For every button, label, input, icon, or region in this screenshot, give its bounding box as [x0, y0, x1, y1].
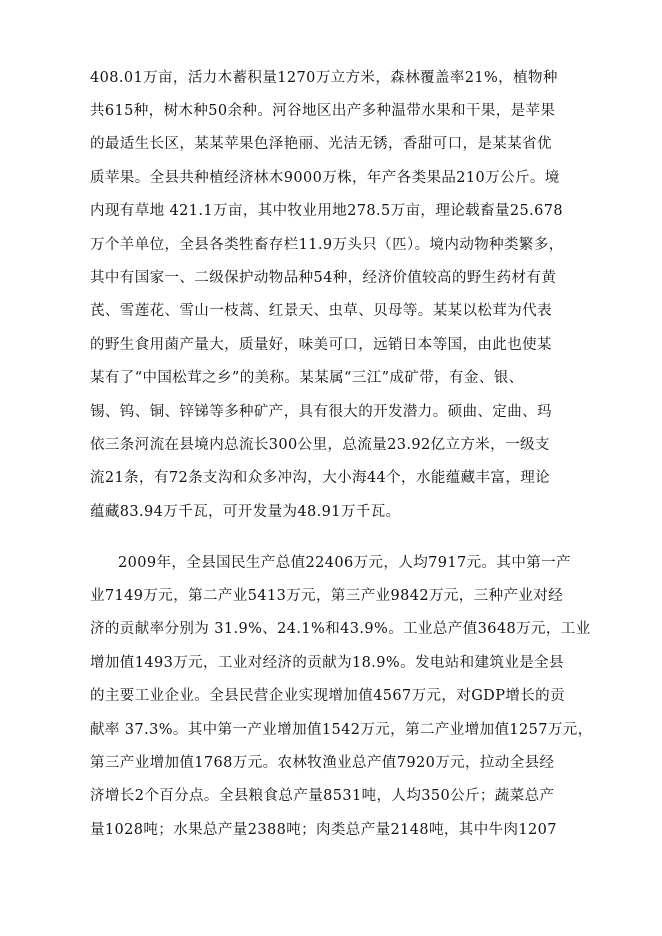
text-line: 共615种，树木种50余种。河谷地区出产多种温带水果和干果，是苹果: [90, 103, 556, 119]
text-line: 芪、雪莲花、雪山一枝蒿、红景天、虫草、贝母等。某某以松茸为代表: [90, 303, 552, 319]
text-line: 献率 37.3%。其中第一产业增加值1542万元，第二产业增加值1257万元，: [90, 722, 593, 738]
text-line: 其中有国家一、二级保护动物品种54种，经济价值较高的野生药材有黄: [90, 270, 557, 286]
text-line: 锡、钨、铜、锌锑等多种矿产，具有很大的开发潜力。硕曲、定曲、玛: [90, 404, 552, 420]
text-line: 第三产业增加值1768万元。农林牧渔业总产值7920万元，拉动全县经: [90, 755, 555, 771]
text-line: 流21条，有72条支沟和众多冲沟，大小海44个，水能蕴藏丰富，理论: [90, 470, 551, 486]
text-line: 蕴藏83.94万千瓦，可开发量为48.91万千瓦。: [90, 504, 401, 520]
text-line: 济的贡献率分别为 31.9%、24.1%和43.9%。工业总产值3648万元，工业: [90, 621, 591, 637]
text-line: 依三条河流在县境内总流长300公里，总流量23.92亿立方米，一级支: [90, 437, 550, 453]
text-line: 业7149万元，第二产业5413万元，第三产业9842万元，三种产业对经: [90, 588, 564, 604]
text-line: 内现有草地 421.1万亩，其中牧业用地278.5万亩，理论载畜量25.678: [90, 203, 563, 219]
text-line: 万个羊单位，全县各类牲畜存栏11.9万头只（匹）。境内动物种类繁多，: [90, 237, 564, 253]
text-line: 的主要工业企业。全县民营企业实现增加值4567万元，对GDP增长的贡: [90, 688, 565, 704]
text-line: 408.01万亩，活力木蓄积量1270万立方米，森林覆盖率21%，植物种: [90, 70, 558, 86]
paragraph-first-line: 2009年，全县国民生产总值22406万元，人均7917元。其中第一产: [118, 555, 571, 571]
text-line: 济增长2个百分点。全县粮食总产量8531吨，人均350公斤；蔬菜总产: [90, 788, 555, 804]
text-line: 的最适生长区，某某苹果色泽艳丽、光洁无锈，香甜可口，是某某省优: [90, 136, 552, 152]
text-line: 的野生食用菌产量大，质量好，味美可口，远销日本等国，由此也使某: [90, 337, 552, 353]
text-line: 量1028吨；水果总产量2388吨；肉类总产量2148吨，其中牛肉1207: [90, 822, 557, 838]
text-line: 某有了“中国松茸之乡”的美称。某某属“三江”成矿带，有金、银、: [90, 370, 524, 386]
text-line: 增加值1493万元，工业对经济的贡献为18.9%。发电站和建筑业是全县: [90, 655, 564, 671]
text-line: 质苹果。全县共种植经济林木9000万株，年产各类果品210万公斤。境: [90, 170, 560, 186]
